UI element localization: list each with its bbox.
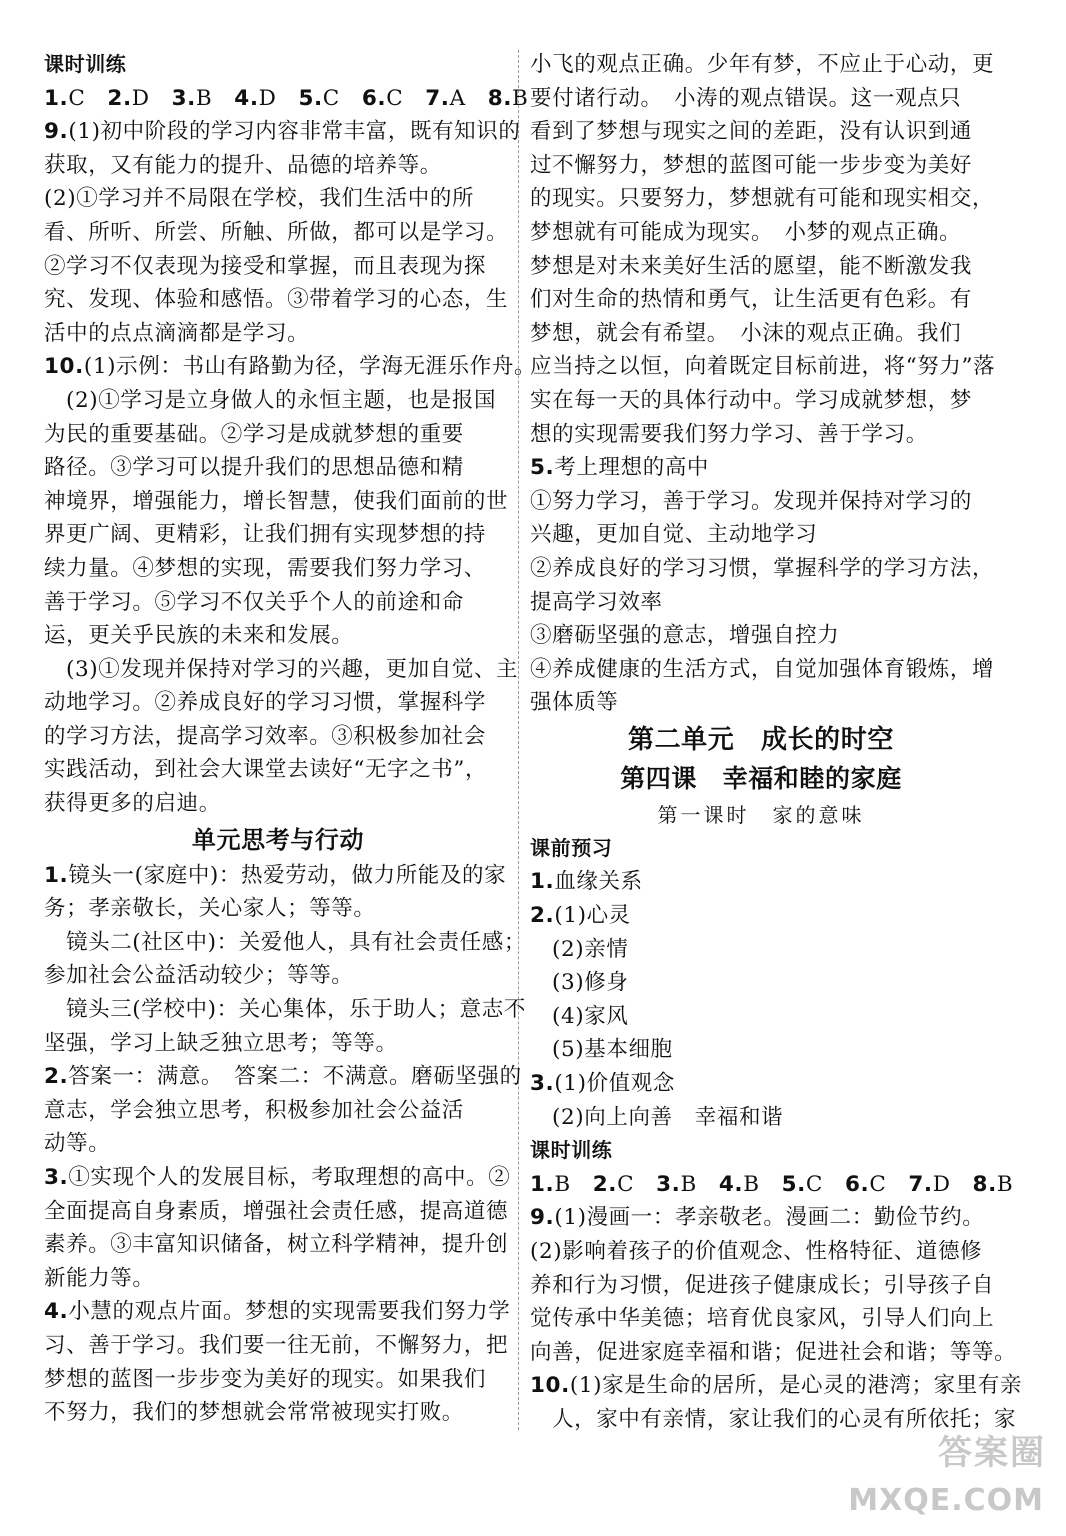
answer-line: (3)①发现并保持对学习的兴趣，更加自觉、主 (66, 656, 519, 682)
question-number: 3. (530, 1071, 555, 1097)
answer-line: 的学习方法，提高学习效率。③积极参加社会 (44, 723, 487, 749)
question-number: 10. (44, 354, 84, 380)
mc-answer (593, 1172, 634, 1197)
answer-line: 应当持之以恒，向着既定目标前进，将“努力”落 (530, 354, 996, 380)
question-number: 1. (530, 869, 555, 895)
mc-choice: D (932, 1171, 951, 1197)
mc-number: 3. (171, 85, 196, 111)
mc-number: 6. (361, 85, 387, 111)
mc-answer (107, 86, 149, 111)
answer-line: 意志，学会独立思考，积极参加社会公益活 (44, 1097, 464, 1123)
answer-line: 梦想的蓝图一步步变为美好的现实。如果我们 (44, 1366, 487, 1392)
answer-line: 10.(1)家是生命的居所，是心灵的港湾；家里有亲 (530, 1373, 1023, 1399)
answer-line: 的现实。只要努力，梦想就有可能和现实相交， (530, 186, 995, 212)
mc-answer (44, 86, 85, 111)
answer-line: (2)影响着孩子的价值观念、性格特征、道德修 (530, 1239, 983, 1264)
answer-line: 兴趣，更加自觉、主动地学习 (530, 522, 818, 548)
answer-line: 9.(1)初中阶段的学习内容非常丰富，既有知识的 (44, 119, 521, 145)
mc-answer (719, 1172, 760, 1197)
q5-answer-block (530, 451, 995, 720)
mc-number: 2. (592, 1171, 618, 1197)
question-number: 1. (44, 862, 69, 888)
mc-choice: C (322, 85, 340, 111)
answer-line: 活中的点点滴滴都是学习。 (44, 320, 310, 346)
preview-answers (530, 865, 992, 1134)
mc-answer (488, 86, 529, 111)
unit-title: 第二单元 成长的时空 (627, 724, 894, 755)
mc-choice: B (996, 1171, 1014, 1197)
answer-line: ②养成良好的学习习惯，掌握科学的学习方法， (530, 555, 995, 581)
answer-line: (2)向上向善 幸福和谐 (552, 1104, 784, 1130)
mc-answer (782, 1172, 823, 1197)
mc-number: 5. (298, 85, 323, 111)
q10-answer-block (44, 350, 537, 820)
answer-line: 镜头二(社区中)：关爱他人，具有社会责任感； (66, 929, 526, 955)
question-number: 10. (530, 1373, 570, 1399)
watermark-logo-text: 答案圈 (938, 1433, 1046, 1473)
answer-line: 素养。③丰富知识储备，树立科学精神，提升创 (44, 1232, 509, 1258)
mc-choice: D (131, 85, 150, 111)
answer-line: 坚强，学习上缺乏独立思考；等等。 (44, 1030, 398, 1056)
answer-line: (2)①学习并不局限在学校，我们生活中的所 (44, 186, 475, 212)
section-heading-preview: 课前预习 (530, 835, 613, 860)
answer-line: ①努力学习，善于学习。发现并保持对学习的 (530, 488, 973, 514)
answer-line: 9.(1)漫画一：孝亲敬老。漫画二：勤俭节约。 (530, 1205, 985, 1231)
answer-line: (4)家风 (552, 1003, 629, 1029)
answer-line: 善于学习。⑤学习不仅关乎个人的前途和命 (44, 589, 464, 615)
mc-answers-row-2 (530, 1168, 1014, 1202)
mc-choice: B (554, 1171, 571, 1197)
answer-line: 想的实现需要我们努力学习、善于学习。 (530, 421, 928, 447)
answer-line: 究、发现、体验和感悟。③带着学习的心态，生 (44, 287, 509, 313)
lesson-title: 第四课 幸福和睦的家庭 (620, 763, 902, 793)
answer-line: 过不懈努力，梦想的蓝图可能一步步变为美好 (530, 152, 973, 178)
answer-line: 神境界，增强能力，增长智慧，使我们面前的世 (44, 488, 509, 514)
answer-line: 实在每一天的具体行动中。学习成就梦想，梦 (530, 387, 973, 413)
section-heading-practice: 课时训练 (44, 52, 127, 76)
question-number: 5. (530, 455, 555, 481)
question-number: 3. (44, 1165, 69, 1190)
answer-line: 路径。③学习可以提升我们的思想品德和精 (44, 455, 464, 481)
mc-choice: B (743, 1171, 760, 1197)
answer-line: 提高学习效率 (530, 589, 663, 615)
answer-line: 向善，促进家庭幸福和谐；促进社会和谐；等等。 (530, 1339, 1017, 1365)
mc-number: 7. (425, 85, 450, 111)
mc-answer (362, 86, 403, 111)
question-number: 4. (44, 1299, 69, 1325)
answer-line: 养和行为习惯，促进孩子健康成长；引导孩子自 (530, 1272, 995, 1298)
mc-answer (425, 86, 465, 111)
mc-choice: B (512, 85, 529, 111)
q9-q10-answer-block (530, 1201, 1023, 1436)
mc-choice: B (680, 1171, 697, 1197)
question-number: 2. (44, 1064, 69, 1090)
unit-think-answers (44, 859, 526, 1430)
answer-line: 为民的重要基础。②学习是成就梦想的重要 (44, 421, 464, 447)
mc-number: 4. (718, 1171, 744, 1197)
answer-line: ②学习不仅表现为接受和掌握，而且表现为探 (44, 253, 487, 279)
answer-line: (2)亲情 (552, 936, 629, 962)
mc-answer (172, 86, 213, 111)
left-column (44, 48, 537, 1430)
answer-line: 1.血缘关系 (530, 869, 643, 895)
mc-choice: C (805, 1171, 823, 1197)
answer-line: 3.(1)价值观念 (530, 1071, 675, 1097)
answer-line: 动地学习。②养成良好的学习习惯，掌握科学 (44, 690, 487, 716)
mc-number: 1. (44, 85, 69, 111)
answer-line: 运，更关乎民族的未来和发展。 (44, 623, 354, 649)
answer-line: 1.镜头一(家庭中)：热爱劳动，做力所能及的家 (44, 862, 507, 888)
mc-number: 8. (972, 1171, 997, 1197)
continued-answer-block (530, 48, 996, 451)
answer-line: 全面提高自身素质，增强社会责任感，提高道德 (44, 1198, 509, 1224)
answer-line: 界更广阔、更精彩，让我们拥有实现梦想的持 (44, 522, 487, 548)
answer-line: 看到了梦想与现实之间的差距，没有认识到通 (530, 119, 973, 145)
answer-line: 不努力，我们的梦想就会常常被现实打败。 (44, 1400, 464, 1426)
mc-choice: B (195, 85, 213, 111)
mc-number: 1. (530, 1171, 555, 1197)
answer-line: 2.(1)心灵 (530, 903, 631, 929)
answer-line: 参加社会公益活动较少；等等。 (44, 963, 354, 989)
answer-line: ③磨砺坚强的意志，增强自控力 (530, 623, 840, 649)
mc-choice: C (386, 85, 404, 111)
answer-line: 们对生命的热情和勇气，让生活更有色彩。有 (530, 287, 973, 313)
answer-line: 实践活动，到社会大课堂去读好“无字之书”， (44, 757, 488, 783)
mc-number: 7. (908, 1171, 933, 1197)
mc-answer (530, 1172, 571, 1197)
answer-line: (2)①学习是立身做人的永恒主题，也是报国 (66, 387, 497, 413)
unit-think-heading: 单元思考与行动 (191, 825, 365, 854)
mc-choice: C (617, 1171, 635, 1197)
mc-number: 3. (656, 1171, 681, 1197)
answer-line: 新能力等。 (44, 1265, 155, 1291)
answer-line: 10.(1)示例：书山有路勤为径，学海无涯乐作舟。 (44, 354, 537, 380)
mc-number: 4. (234, 85, 259, 111)
answer-line: (5)基本细胞 (552, 1037, 673, 1063)
column-divider (518, 50, 519, 1430)
answer-line: 4.小慧的观点片面。梦想的实现需要我们努力学 (44, 1299, 511, 1325)
mc-choice: A (449, 85, 466, 111)
answer-line: 要付诸行动。 小涛的观点错误。这一观点只 (530, 85, 962, 111)
answer-line: 梦想是对未来美好生活的愿望，能不断激发我 (530, 253, 973, 279)
mc-choice: C (869, 1171, 887, 1197)
answer-line: ④养成健康的生活方式，自觉加强体育锻炼，增 (530, 656, 995, 682)
answer-line: 梦想，就会有希望。 小沫的观点正确。我们 (530, 320, 962, 346)
answer-line: 小飞的观点正确。少年有梦，不应止于心动，更 (530, 52, 995, 77)
question-number: 9. (44, 119, 69, 145)
answer-line: 强体质等 (530, 690, 619, 716)
answer-line: 镜头三(学校中)：关心集体，乐于助人；意志不 (66, 997, 526, 1023)
mc-answer (845, 1172, 886, 1197)
mc-answer (298, 86, 339, 111)
answer-line: 3.①实现个人的发展目标，考取理想的高中。② (44, 1165, 511, 1190)
answer-line: 获取，又有能力的提升、品德的培养等。 (44, 152, 442, 178)
mc-answer (234, 86, 276, 111)
mc-number: 8. (487, 85, 513, 111)
answer-line: 看、所听、所尝、所触、所做，都可以是学习。 (44, 219, 509, 245)
answer-line: 5.考上理想的高中 (530, 455, 710, 481)
question-number: 9. (530, 1205, 555, 1231)
mc-answers-row (44, 82, 529, 116)
mc-answer (973, 1172, 1014, 1197)
answer-line: 梦想就有可能成为现实。 小梦的观点正确。 (530, 219, 962, 245)
answer-line: 觉传承中华美德；培育优良家风，引导人们向上 (530, 1306, 995, 1332)
answer-line: 续力量。④梦想的实现，需要我们努力学习、 (44, 555, 487, 581)
section-heading-practice-2: 课时训练 (530, 1138, 613, 1163)
answer-line: 习、善于学习。我们要一往无前，不懈努力，把 (44, 1332, 509, 1358)
period-title: 第一课时 家的意味 (657, 802, 865, 827)
answer-line: 获得更多的启迪。 (44, 791, 221, 817)
mc-number: 2. (107, 85, 132, 111)
watermark-url: MXQE.COM (848, 1483, 1044, 1518)
right-column (530, 48, 1023, 1437)
mc-answer (656, 1172, 697, 1197)
question-number: 2. (530, 903, 555, 929)
mc-answer (908, 1172, 950, 1197)
mc-number: 5. (781, 1171, 806, 1197)
answer-line: (3)修身 (552, 970, 629, 996)
mc-choice: C (68, 85, 86, 111)
answer-line: 动等。 (44, 1131, 111, 1157)
mc-choice: D (258, 85, 277, 111)
mc-number: 6. (844, 1171, 870, 1197)
answer-line: 2.答案一：满意。 答案二：不满意。磨砺坚强的 (44, 1064, 522, 1090)
answer-line: 人，家中有亲情，家让我们的心灵有所依托；家 (552, 1406, 1017, 1432)
q9-answer-block (44, 115, 521, 350)
answer-line: 务；孝亲敬长，关心家人；等等。 (44, 896, 376, 922)
